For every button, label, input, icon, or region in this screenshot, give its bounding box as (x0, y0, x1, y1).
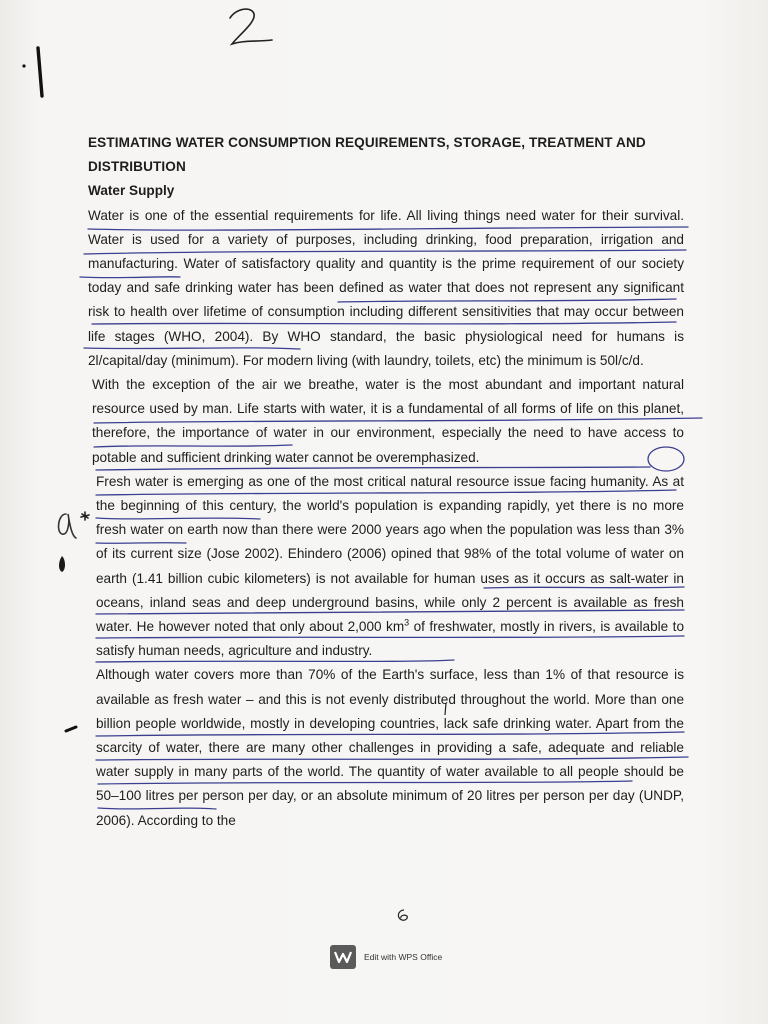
paragraph-4: Although water covers more than 70% of the Earth's surface, less than 1% of that resource is available as fresh water – and this is not evenly distributed throughout the world. More than one billion people worldwide, mostly in developing countries, lack safe drinking water. Apart from the scarcity of water, there are many other challenges in providing a safe, adequate and reliable water supply in many parts of the world. The quantity of water available to all people should be 50–100 litres per person per day, or an absolute minimum of 20 litres per person per day (UNDP, 2006). According to the (96, 667, 684, 828)
margin-annotation-a (52, 508, 92, 582)
paragraph-3-text: Fresh water is emerging as one of the most critical natural resource issue facing humanity. As at the beginning of this century, the world's population is expanding rapidly, yet there is no more fresh water on earth now than there were 2000 years ago when the population was less than 3% of its current size (Jose 2002). Ehindero (2006) opined that 98% of the total volume of water on earth (1.41 billion cubic kilometers) is not available for human uses as it occurs as salt-water in oceans, inland seas and deep underground basins, while only 2 percent is available as fresh water. He however noted that only about 2,000 km (96, 473, 684, 635)
pen-scribble-mark (394, 906, 410, 924)
superscript-cubed: 3 (404, 617, 410, 628)
document-title: ESTIMATING WATER CONSUMPTION REQUIREMENTS, STORAGE, TREATMENT AND DISTRIBUTION (88, 135, 646, 175)
paragraph-3 (88, 470, 684, 664)
paragraph-2: With the exception of the air we breathe, water is the most abundant and important natural resource used by man. Life starts with water, it is a fundamental of all forms of life on this planet, therefore, the importance of water in our environment, especially the need to have access to potable and sufficient drinking water cannot be overemphasized. (92, 377, 684, 465)
handwritten-page-number (222, 4, 278, 54)
margin-bullet-mark (64, 724, 80, 734)
section-heading: Water Supply (88, 183, 175, 199)
wps-office-logo-icon (330, 945, 356, 969)
wps-watermark (330, 944, 442, 970)
wps-watermark-label: Edit with WPS Office (364, 952, 443, 962)
paragraph-1: Water is one of the essential requirements for life. All living things need water for their survival. Water is used for a variety of purposes, including drinking, food preparation, irrigation and manufacturing. Water of satisfactory quality and quantity is the prime requirement of our society today and safe drinking water has been defined as water that does not represent any significant risk to health over lifetime of consumption including different sensitivities that may occur between life stages (WHO, 2004). By WHO standard, the basic physiological need for humans is 2l/capital/day (minimum). For modern living (with laundry, toilets, etc) the minimum is 50l/c/d. (88, 207, 684, 368)
paragraph-3-continued: of freshwater, mostly in rivers, is available to satisfy human needs, agriculture and industry. (96, 619, 684, 659)
document-body (88, 131, 684, 833)
margin-pen-stroke (18, 44, 58, 104)
